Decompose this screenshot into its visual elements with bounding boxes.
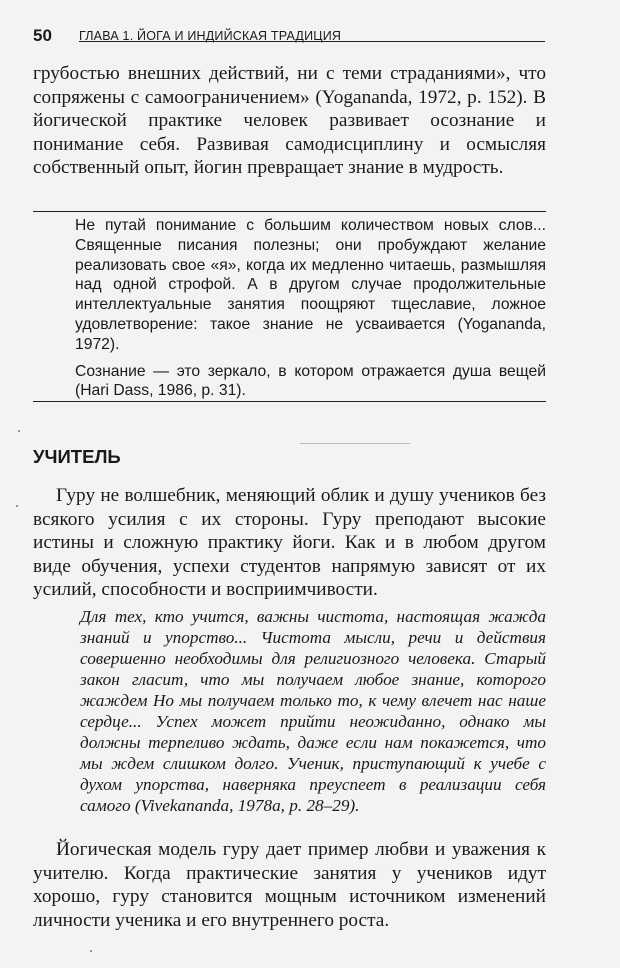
header-rule xyxy=(79,41,545,42)
boxed-quote-2: Сознание — это зеркало, в котором отражается душа вещей (Hari Dass, 1986, p. 31). xyxy=(75,362,546,400)
scan-speck xyxy=(90,950,92,952)
quote-box-bottom-rule xyxy=(33,401,546,402)
quote-box-top-rule xyxy=(33,211,546,212)
body-paragraph: грубостью внешних действий, ни с теми страданиями», что сопряжены с самоограничением» (Yogananda, 1972, p. 152). В йогической практике человек развивает осознание и понимание себя. Развивая самодисциплину и осмысляя собственный опыт, йогин превращает знание в мудрость. xyxy=(33,63,546,178)
body-paragraph: Йогическая модель гуру дает пример любви и уважения к учителю. Когда практические занятия у учеников идут хорошо, гуру становится мощным источником изменений личности ученика и его внутреннего роста. xyxy=(33,839,546,931)
section-title: УЧИТЕЛЬ xyxy=(33,446,121,467)
faint-divider xyxy=(300,443,410,444)
scan-speck xyxy=(16,505,18,507)
page-number: 50 xyxy=(33,26,52,45)
chapter-title: ГЛАВА 1. ЙОГА И ИНДИЙСКАЯ ТРАДИЦИЯ xyxy=(79,29,342,43)
running-header xyxy=(33,26,545,46)
boxed-quote xyxy=(75,216,546,401)
boxed-quote-1: Не путай понимание с большим количеством новых слов... Священные писания полезны; они пробуждают желание реализовать свое «я», когда их медленно читаешь, размышляя над одной строфой. А в другом случае продолжительные интеллектуальные занятия поощряют тщеславие, ложное удовлетворение: такое знание не усваивается (Yogananda, 1972). xyxy=(75,217,546,353)
italic-quote: Для тех, кто учится, важны чистота, настоящая жажда знаний и упорство... Чистота мысли, речи и действия совершенно необходимы для религиозного человека. Старый закон гласит, что мы получаем любое знание, которого жаждем Но мы получаем только то, к чему влечет нас наше сердце... Успех может прийти неожиданно, однако мы должны терпеливо ждать, даже если нам покажется, что мы ждем слишком долго. Ученик, приступающий к учебе с духом упорства, наверняка преуспеет в реализации себя самого (Vivekananda, 1978a, p. 28–29). xyxy=(80,607,546,815)
body-paragraph: Гуру не волшебник, меняющий облик и душу учеников без всякого усилия с их стороны. Гуру преподают высокие истины и сложную практику йоги. Как и в любом другом виде обучения, успехи студентов напрямую зависят от их усилий, способности и восприимчивости. xyxy=(33,485,546,600)
scan-speck xyxy=(18,430,20,432)
